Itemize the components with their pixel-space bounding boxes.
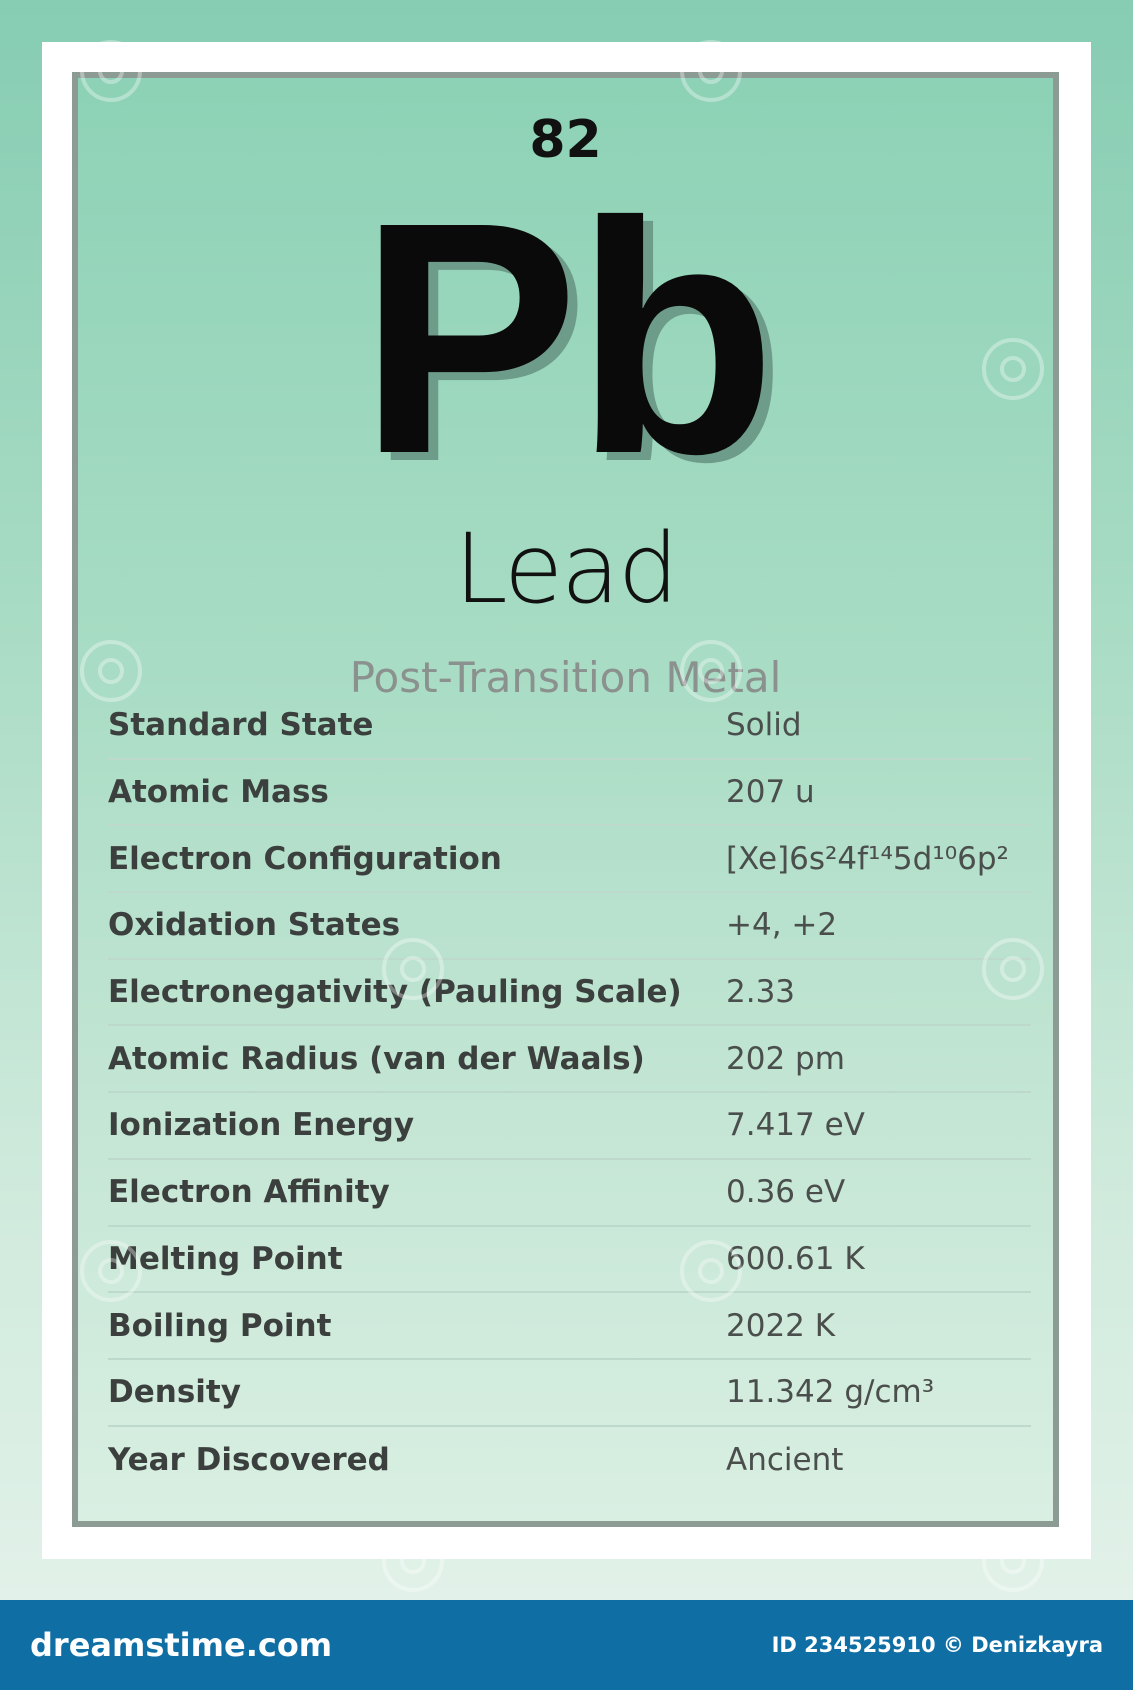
property-value: 600.61 K (726, 1240, 865, 1277)
property-value: [Xe]6s²4f¹⁴5d¹⁰6p² (726, 840, 1009, 877)
properties-table (108, 693, 1031, 1493)
property-row (108, 1427, 1031, 1494)
property-label: Ionization Energy (108, 1107, 415, 1144)
watermark-swirl-icon (80, 1240, 142, 1302)
property-value: 0.36 eV (726, 1174, 846, 1211)
watermark-swirl-icon (80, 640, 142, 702)
property-row (108, 826, 1031, 893)
property-label: Atomic Mass (108, 774, 329, 811)
property-value: 7.417 eV (726, 1107, 865, 1144)
watermark-swirl-icon (982, 338, 1044, 400)
property-label: Electronegativity (Pauling Scale) (108, 974, 682, 1011)
watermark-swirl-icon (382, 1530, 444, 1592)
watermark-swirl-icon (680, 40, 742, 102)
property-label: Density (108, 1374, 241, 1411)
property-row (108, 893, 1031, 960)
property-label: Electron Configuration (108, 840, 502, 877)
element-category: Post-Transition Metal (349, 653, 782, 702)
property-row (108, 693, 1031, 760)
property-value: 11.342 g/cm³ (726, 1374, 935, 1411)
property-value: +4, +2 (726, 907, 838, 944)
property-row (108, 1093, 1031, 1160)
property-value: 2.33 (726, 974, 796, 1011)
element-card (72, 72, 1059, 1527)
property-value: 2022 K (726, 1307, 836, 1344)
watermark-swirl-icon (680, 640, 742, 702)
watermark-swirl-icon (982, 938, 1044, 1000)
property-label: Boiling Point (108, 1307, 332, 1344)
property-label: Year Discovered (108, 1441, 390, 1478)
atomic-number: 82 (529, 110, 602, 170)
element-symbol: Pb (358, 153, 773, 522)
watermark-swirl-icon (382, 938, 444, 1000)
property-row (108, 960, 1031, 1027)
property-row (108, 1160, 1031, 1227)
property-value: 207 u (726, 774, 815, 811)
property-value: Solid (726, 707, 802, 744)
footer-bar (0, 1600, 1133, 1690)
property-row (108, 1293, 1031, 1360)
property-label: Standard State (108, 707, 374, 744)
watermark-swirl-icon (982, 1530, 1044, 1592)
watermark-swirl-icon (680, 1240, 742, 1302)
property-row (108, 760, 1031, 827)
property-label: Melting Point (108, 1240, 343, 1277)
property-label: Atomic Radius (van der Waals) (108, 1040, 645, 1077)
element-name: Lead (454, 513, 677, 625)
property-value: Ancient (726, 1441, 844, 1478)
brand-logo: dreamstime.com (30, 1626, 333, 1664)
property-row (108, 1026, 1031, 1093)
property-label: Oxidation States (108, 907, 401, 944)
property-row (108, 1360, 1031, 1427)
image-credit: ID 234525910 © Denizkayra (771, 1633, 1103, 1657)
watermark-swirl-icon (80, 40, 142, 102)
property-row (108, 1227, 1031, 1294)
property-label: Electron Affinity (108, 1174, 390, 1211)
property-value: 202 pm (726, 1040, 845, 1077)
